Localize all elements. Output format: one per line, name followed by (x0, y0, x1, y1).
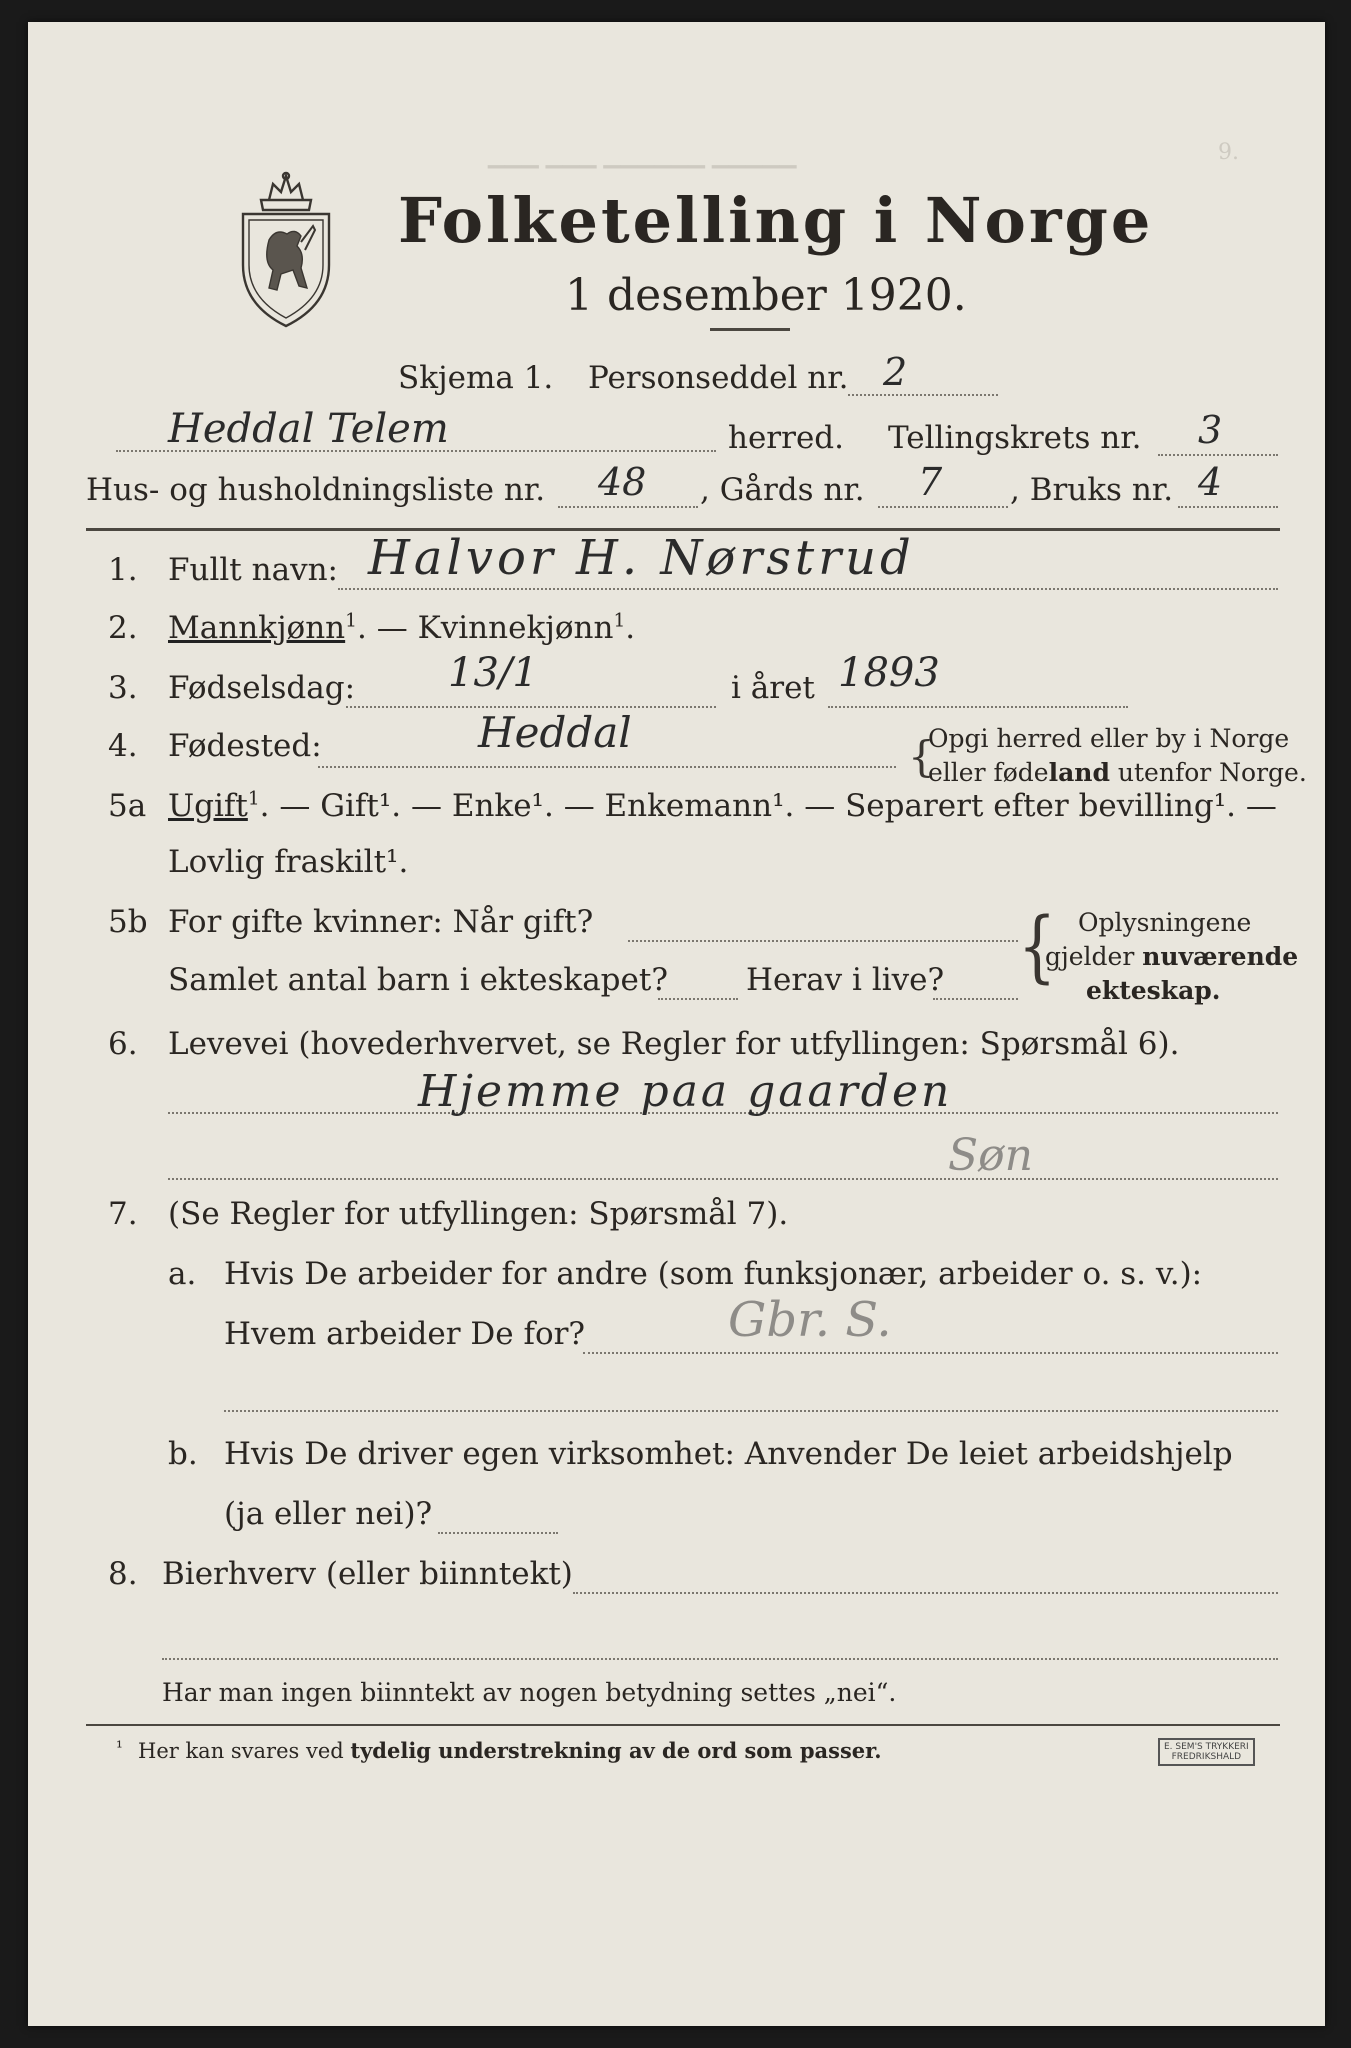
bruks-value[interactable]: 4 (1198, 460, 1223, 504)
birthplace-note-line1: Opgi herred eller by i Norge (928, 724, 1290, 753)
herred-label: herred. (728, 420, 844, 456)
gender-female-option[interactable]: Kvinnekjønn (417, 610, 614, 646)
personseddel-number[interactable]: 2 (883, 350, 908, 394)
skjema-label: Skjema 1. (398, 360, 554, 396)
children-alive-label: Herav i live? (746, 962, 945, 998)
footer-separator (86, 1724, 1280, 1726)
marital-status-options: Ugift$^1$. — Gift¹. — Enke¹. — Enkemann¹. — Separert efter bevilling¹. — (168, 788, 1277, 824)
employer-field-line-2 (224, 1410, 1278, 1412)
tellingskrets-field-line (1158, 454, 1278, 456)
marriage-note-line1: Oplysningene (1078, 908, 1252, 937)
children-total-label: Samlet antal barn i ekteskapet? (168, 962, 668, 998)
side-income-field-line-1 (573, 1592, 1278, 1594)
birthday-value[interactable]: 13/1 (448, 650, 538, 696)
marital-fraskilt-option[interactable]: Lovlig fraskilt¹. (168, 844, 409, 880)
birthplace-label: Fødested: (168, 728, 322, 764)
q7-label: (Se Regler for utfyllingen: Spørsmål 7). (168, 1196, 789, 1232)
q7b-letter: b. (168, 1436, 198, 1472)
gender-separator: . — (357, 610, 408, 646)
occupation-label: Levevei (hovederhvervet, se Regler for utfyllingen: Spørsmål 6). (168, 1026, 1180, 1062)
q2-number: 2. (108, 610, 138, 646)
q5a-number: 5a (108, 788, 147, 824)
personseddel-field-line (848, 394, 998, 396)
gender-options: Mannkjønn$^1$. — Kvinnekjønn$^1$. (168, 610, 636, 646)
bleed-through-text: 9. (1218, 140, 1239, 165)
printer-stamp-line1: E. SEM'S TRYKKERI (1164, 1742, 1249, 1752)
children-alive-field-line (933, 998, 1018, 1000)
q7-number: 7. (108, 1196, 138, 1232)
full-name-value[interactable]: Halvor H. Nørstrud (368, 530, 915, 586)
children-total-field-line (658, 998, 738, 1000)
herred-value[interactable]: Heddal Telem (168, 406, 449, 452)
q1-number: 1. (108, 552, 138, 588)
hired-help-field-line (438, 1532, 558, 1534)
census-date: 1 desember 1920. (565, 270, 967, 321)
husholdningsliste-value[interactable]: 48 (598, 460, 647, 504)
title-divider (710, 328, 790, 331)
q6-number: 6. (108, 1026, 138, 1062)
employer-field-line-1 (583, 1352, 1278, 1354)
birth-year-label: i året (731, 670, 815, 706)
personseddel-label: Personseddel nr. (588, 360, 849, 396)
bruks-label: , Bruks nr. (1010, 472, 1174, 508)
marriage-note-line2: gjelder nuværende (1045, 942, 1299, 971)
tellingskrets-label: Tellingskrets nr. (888, 420, 1142, 456)
marriage-note-line3: ekteskap. (1086, 976, 1221, 1005)
q3-number: 3. (108, 670, 138, 706)
q7a-letter: a. (168, 1256, 197, 1292)
occupation-field-line-2 (168, 1178, 1278, 1180)
side-income-note: Har man ingen biinntekt av nogen betydning settes „nei“. (162, 1678, 897, 1707)
q4-number: 4. (108, 728, 138, 764)
birthday-label: Fødselsdag: (168, 670, 356, 706)
marital-other-options[interactable]: . — Gift¹. — Enke¹. — Enkemann¹. — Separert efter bevilling¹. — (259, 788, 1277, 824)
gards-field-line (878, 506, 1008, 508)
side-income-label: Bierhverv (eller biinntekt) (162, 1556, 573, 1592)
husholdningsliste-field-line (558, 506, 698, 508)
gards-label: , Gårds nr. (700, 472, 865, 508)
hired-help-label: (ja eller nei)? (224, 1496, 433, 1532)
q7b-question: Hvis De driver egen virksomhet: Anvender De leiet arbeidshjelp (224, 1436, 1233, 1472)
birthplace-field-line (318, 766, 896, 768)
marriage-note-brace: { (1018, 901, 1057, 993)
footnote-text: Her kan svares ved tydelig understrekning av de ord som passer. (138, 1738, 882, 1763)
footnote-mark: ¹ (116, 1738, 123, 1758)
married-when-label: For gifte kvinner: Når gift? (168, 904, 594, 940)
husholdningsliste-label: Hus- og husholdningsliste nr. (86, 472, 546, 508)
occupation-value[interactable]: Hjemme paa gaarden (418, 1066, 953, 1117)
full-name-field-line (338, 588, 1278, 590)
side-income-field-line-2 (162, 1658, 1278, 1660)
birthplace-note-line2: eller fødeland utenfor Norge. (928, 758, 1307, 787)
census-form-page (28, 22, 1325, 2026)
gards-value[interactable]: 7 (918, 460, 943, 504)
birthplace-note-brace: { (908, 732, 935, 781)
printer-stamp-line2: FREDRIKSHALD (1171, 1752, 1242, 1762)
form-title: Folketelling i Norge (398, 184, 1154, 257)
q5b-number: 5b (108, 904, 148, 940)
q7a-question: Hvis De arbeider for andre (som funksjonær, arbeider o. s. v.): (224, 1256, 1203, 1292)
employer-label: Hvem arbeider De for? (224, 1316, 586, 1352)
tellingskrets-value[interactable]: 3 (1198, 408, 1223, 452)
bruks-field-line (1178, 506, 1278, 508)
employer-value[interactable]: Gbr. S. (728, 1292, 892, 1348)
birthplace-value[interactable]: Heddal (478, 708, 632, 757)
occupation-annotation: Søn (948, 1130, 1033, 1181)
norwegian-coat-of-arms-icon (231, 170, 341, 330)
q8-number: 8. (108, 1556, 138, 1592)
bleed-through-text: ▁▁▁ ▁▁▁ ▁▁▁▁▁▁ ▁▁▁▁▁ (488, 144, 797, 169)
birth-year-field-line (828, 706, 1128, 708)
gender-male-option[interactable]: Mannkjønn (168, 610, 346, 646)
married-when-field-line (628, 940, 1018, 942)
birth-year-value[interactable]: 1893 (838, 650, 940, 696)
full-name-label: Fullt navn: (168, 552, 338, 588)
marital-ugift-option[interactable]: Ugift (168, 788, 248, 824)
printer-stamp (1158, 1738, 1255, 1766)
